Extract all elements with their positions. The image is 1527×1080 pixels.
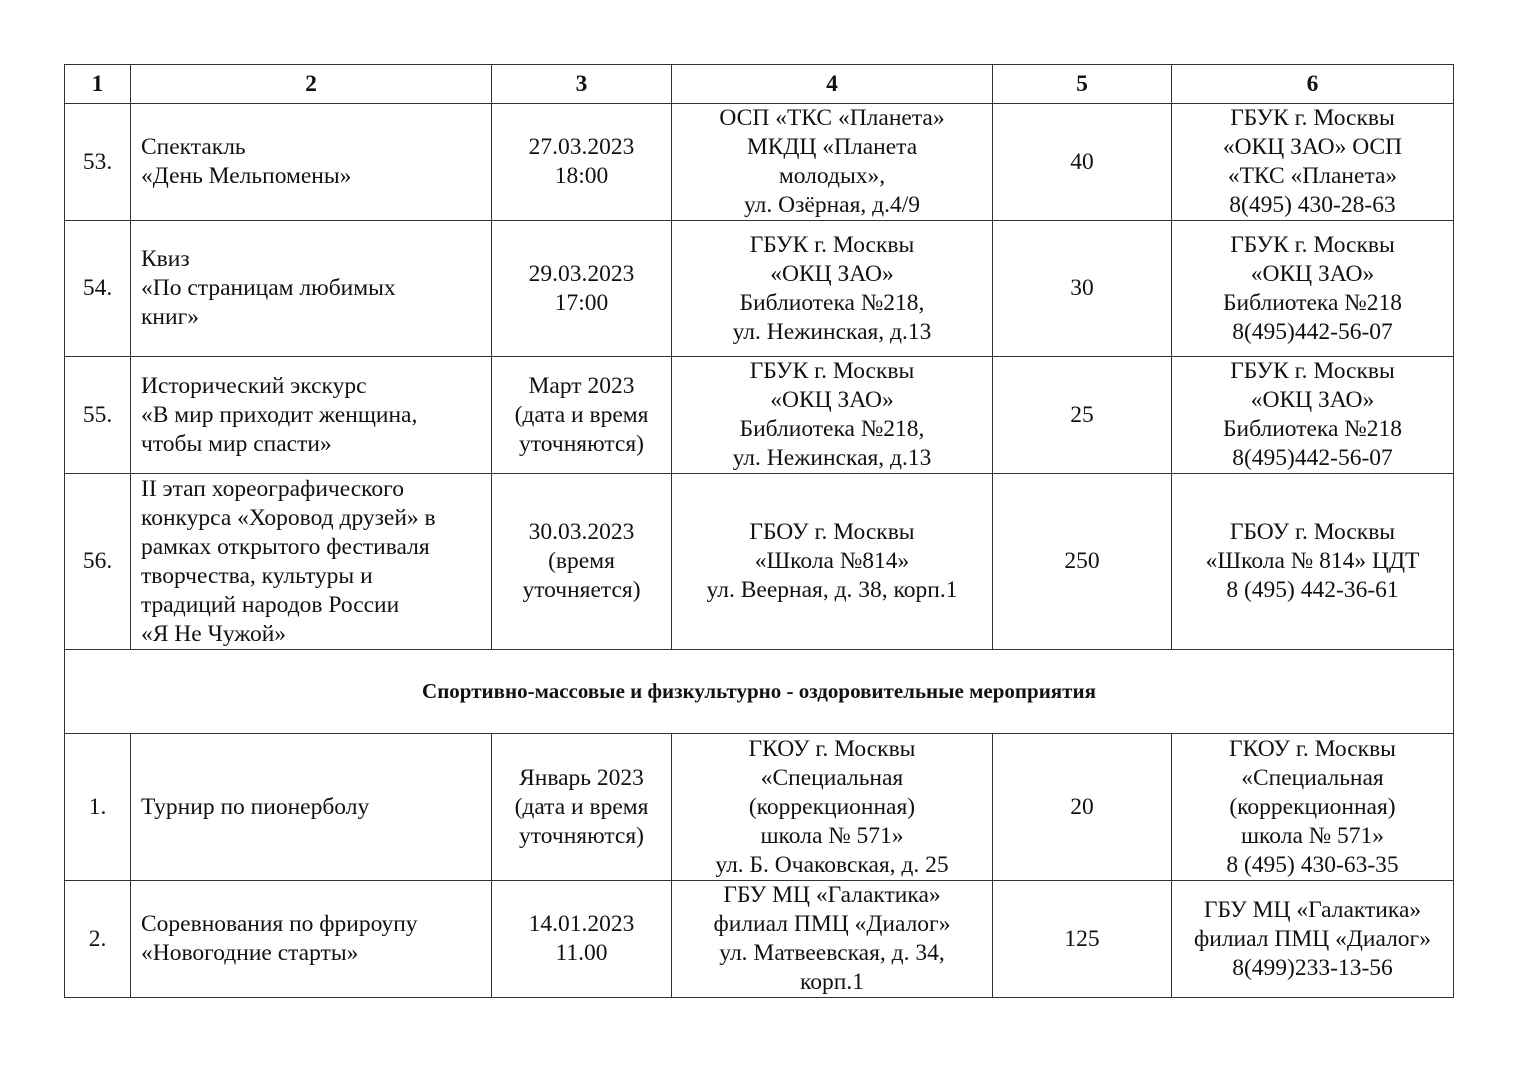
event-place xyxy=(672,221,993,357)
event-date xyxy=(492,881,672,998)
event-place-line: (коррекционная) xyxy=(748,793,916,820)
event-place-line: филиал ПМЦ «Диалог» xyxy=(713,911,951,937)
event-date-line: уточняются) xyxy=(519,430,644,457)
event-place-line: «ОКЦ ЗАО» xyxy=(770,387,894,413)
organizer-line: Библиотека №218 xyxy=(1223,416,1402,442)
event-name-line: «Я Не Чужой» xyxy=(141,620,287,647)
participant-count: 40 xyxy=(993,104,1172,221)
table-row xyxy=(65,104,1454,221)
event-name xyxy=(131,357,492,474)
organizer-line: «ОКЦ ЗАО» ОСП xyxy=(1222,134,1403,160)
organizer-line: «ТКС «Планета» xyxy=(1227,163,1398,189)
event-name-line: «Новогодние старты» xyxy=(141,940,359,966)
organizer xyxy=(1172,474,1454,650)
event-date-line: Январь 2023 xyxy=(519,764,644,791)
event-name-line: творчества, культуры и xyxy=(141,562,373,589)
organizer-line: «ОКЦ ЗАО» xyxy=(1250,387,1375,413)
event-place-line: ГБУ МЦ «Галактика» xyxy=(723,882,941,908)
event-name-line: чтобы мир спасти» xyxy=(141,430,332,457)
event-place-line: «ОКЦ ЗАО» xyxy=(770,260,894,287)
organizer-line: «ОКЦ ЗАО» xyxy=(1250,260,1375,287)
header-cell-2: 2 xyxy=(131,65,492,104)
event-place-line: МКДЦ «Планета xyxy=(746,134,918,160)
event-date-line: уточняется) xyxy=(522,577,641,603)
organizer xyxy=(1172,104,1454,221)
table-row xyxy=(65,474,1454,650)
event-place-line: ГБУК г. Москвы xyxy=(749,231,915,258)
event-date-line: 14.01.2023 xyxy=(528,911,635,937)
organizer xyxy=(1172,734,1454,881)
event-name-line: «В мир приходит женщина, xyxy=(141,401,418,428)
event-place-line: ГБОУ г. Москвы xyxy=(749,519,915,545)
header-cell-5: 5 xyxy=(993,65,1172,104)
event-place-line: «Специальная xyxy=(760,764,904,791)
organizer-line: 8 (495) 442-36-61 xyxy=(1226,577,1399,603)
table-row xyxy=(65,734,1454,881)
event-place xyxy=(672,881,993,998)
organizer xyxy=(1172,221,1454,357)
event-name-line: конкурса «Хоровод друзей» в xyxy=(141,504,436,531)
event-date xyxy=(492,734,672,881)
event-date xyxy=(492,104,672,221)
organizer-line: филиал ПМЦ «Диалог» xyxy=(1194,925,1431,952)
section-title: Спортивно-массовые и физкультурно - оздоровительные мероприятия xyxy=(65,650,1454,734)
participant-count: 20 xyxy=(993,734,1172,881)
table-row xyxy=(65,881,1454,998)
event-date xyxy=(492,474,672,650)
organizer-line: школа № 571» xyxy=(1240,822,1385,849)
row-number: 55. xyxy=(65,357,131,474)
event-place xyxy=(672,357,993,474)
participant-count: 250 xyxy=(993,474,1172,650)
header-cell-1: 1 xyxy=(65,65,131,104)
event-place-line: ОСП «ТКС «Планета» xyxy=(719,105,945,131)
event-place-line: молодых», xyxy=(778,163,886,189)
event-name xyxy=(131,104,492,221)
event-date-line: 30.03.2023 xyxy=(528,519,635,545)
event-place xyxy=(672,734,993,881)
header-row xyxy=(65,65,1454,104)
event-name xyxy=(131,474,492,650)
row-number: 1. xyxy=(65,734,131,881)
event-name-line: «День Мельпомены» xyxy=(141,163,352,189)
event-place xyxy=(672,474,993,650)
organizer-line: «Школа № 814» ЦДТ xyxy=(1205,548,1420,574)
event-name-line: Соревнования по фрироупу xyxy=(141,911,418,937)
event-place xyxy=(672,104,993,221)
event-place-line: ул. Б. Очаковская, д. 25 xyxy=(715,851,949,878)
row-number: 54. xyxy=(65,221,131,357)
organizer-line: 8(495)442-56-07 xyxy=(1232,445,1393,471)
event-place-line: ул. Озёрная, д.4/9 xyxy=(743,192,921,218)
event-place-line: ГБУК г. Москвы xyxy=(749,358,915,384)
event-place-line: ул. Матвеевская, д. 34, xyxy=(719,940,945,966)
table-row xyxy=(65,357,1454,474)
event-name-line: традиций народов России xyxy=(141,591,400,618)
event-place-line: Библиотека №218, xyxy=(739,289,925,316)
organizer-line: ГКОУ г. Москвы xyxy=(1229,735,1396,762)
event-name-line: Квиз xyxy=(141,246,190,272)
row-number: 56. xyxy=(65,474,131,650)
event-name xyxy=(131,221,492,357)
events-table xyxy=(64,64,1454,998)
event-name xyxy=(131,734,492,881)
header-cell-6: 6 xyxy=(1172,65,1454,104)
event-date-line: 18:00 xyxy=(554,163,609,189)
event-place-line: школа № 571» xyxy=(760,822,904,849)
organizer-line: 8(499)233-13-56 xyxy=(1232,954,1393,981)
event-place-line: ГКОУ г. Москвы xyxy=(748,735,916,762)
event-place-line: Библиотека №218, xyxy=(739,416,925,442)
event-name-line: Турнир по пионерболу xyxy=(141,793,370,820)
event-date-line: (дата и время xyxy=(514,401,649,428)
event-place-line: ул. Веерная, д. 38, корп.1 xyxy=(706,577,958,603)
organizer-line: (коррекционная) xyxy=(1229,793,1396,820)
event-name-line: «По страницам любимых xyxy=(141,275,396,301)
event-date-line: (дата и время xyxy=(514,793,649,820)
participant-count: 30 xyxy=(993,221,1172,357)
organizer-line: ГБОУ г. Москвы xyxy=(1229,519,1396,545)
header-cell-3: 3 xyxy=(492,65,672,104)
organizer-line: «Специальная xyxy=(1241,764,1384,791)
event-date-line: 17:00 xyxy=(554,289,609,316)
event-place-line: «Школа №814» xyxy=(754,548,910,574)
row-number: 2. xyxy=(65,881,131,998)
event-name-line: Спектакль xyxy=(141,134,246,160)
event-place-line: корп.1 xyxy=(800,969,864,995)
event-date-line: 29.03.2023 xyxy=(528,260,635,287)
event-name-line: рамках открытого фестиваля xyxy=(141,533,430,560)
organizer-line: ГБУК г. Москвы xyxy=(1230,231,1395,258)
event-name-line: книг» xyxy=(141,304,199,330)
participant-count: 125 xyxy=(993,881,1172,998)
event-date xyxy=(492,357,672,474)
participant-count: 25 xyxy=(993,357,1172,474)
header-cell-4: 4 xyxy=(672,65,993,104)
event-name xyxy=(131,881,492,998)
event-place-line: ул. Нежинская, д.13 xyxy=(732,445,932,471)
event-date-line: (время xyxy=(548,548,615,574)
table-row xyxy=(65,221,1454,357)
organizer-line: 8(495)442-56-07 xyxy=(1232,318,1393,345)
event-date-line: 27.03.2023 xyxy=(528,134,635,160)
organizer-line: Библиотека №218 xyxy=(1223,289,1402,316)
organizer-line: ГБУК г. Москвы xyxy=(1230,358,1395,384)
event-date-line: Март 2023 xyxy=(528,372,635,399)
organizer xyxy=(1172,881,1454,998)
event-date-line: уточняются) xyxy=(519,822,644,849)
row-number: 53. xyxy=(65,104,131,221)
section-row xyxy=(65,650,1454,734)
event-date-line: 11.00 xyxy=(555,940,608,966)
organizer xyxy=(1172,357,1454,474)
organizer-line: 8(495) 430-28-63 xyxy=(1229,192,1396,218)
organizer-line: 8 (495) 430-63-35 xyxy=(1226,851,1399,878)
organizer-line: ГБУК г. Москвы xyxy=(1230,105,1395,131)
event-name-line: Исторический экскурс xyxy=(141,372,367,399)
event-name-line: II этап хореографического xyxy=(141,475,404,502)
event-place-line: ул. Нежинская, д.13 xyxy=(732,318,932,345)
organizer-line: ГБУ МЦ «Галактика» xyxy=(1203,896,1422,923)
event-date xyxy=(492,221,672,357)
